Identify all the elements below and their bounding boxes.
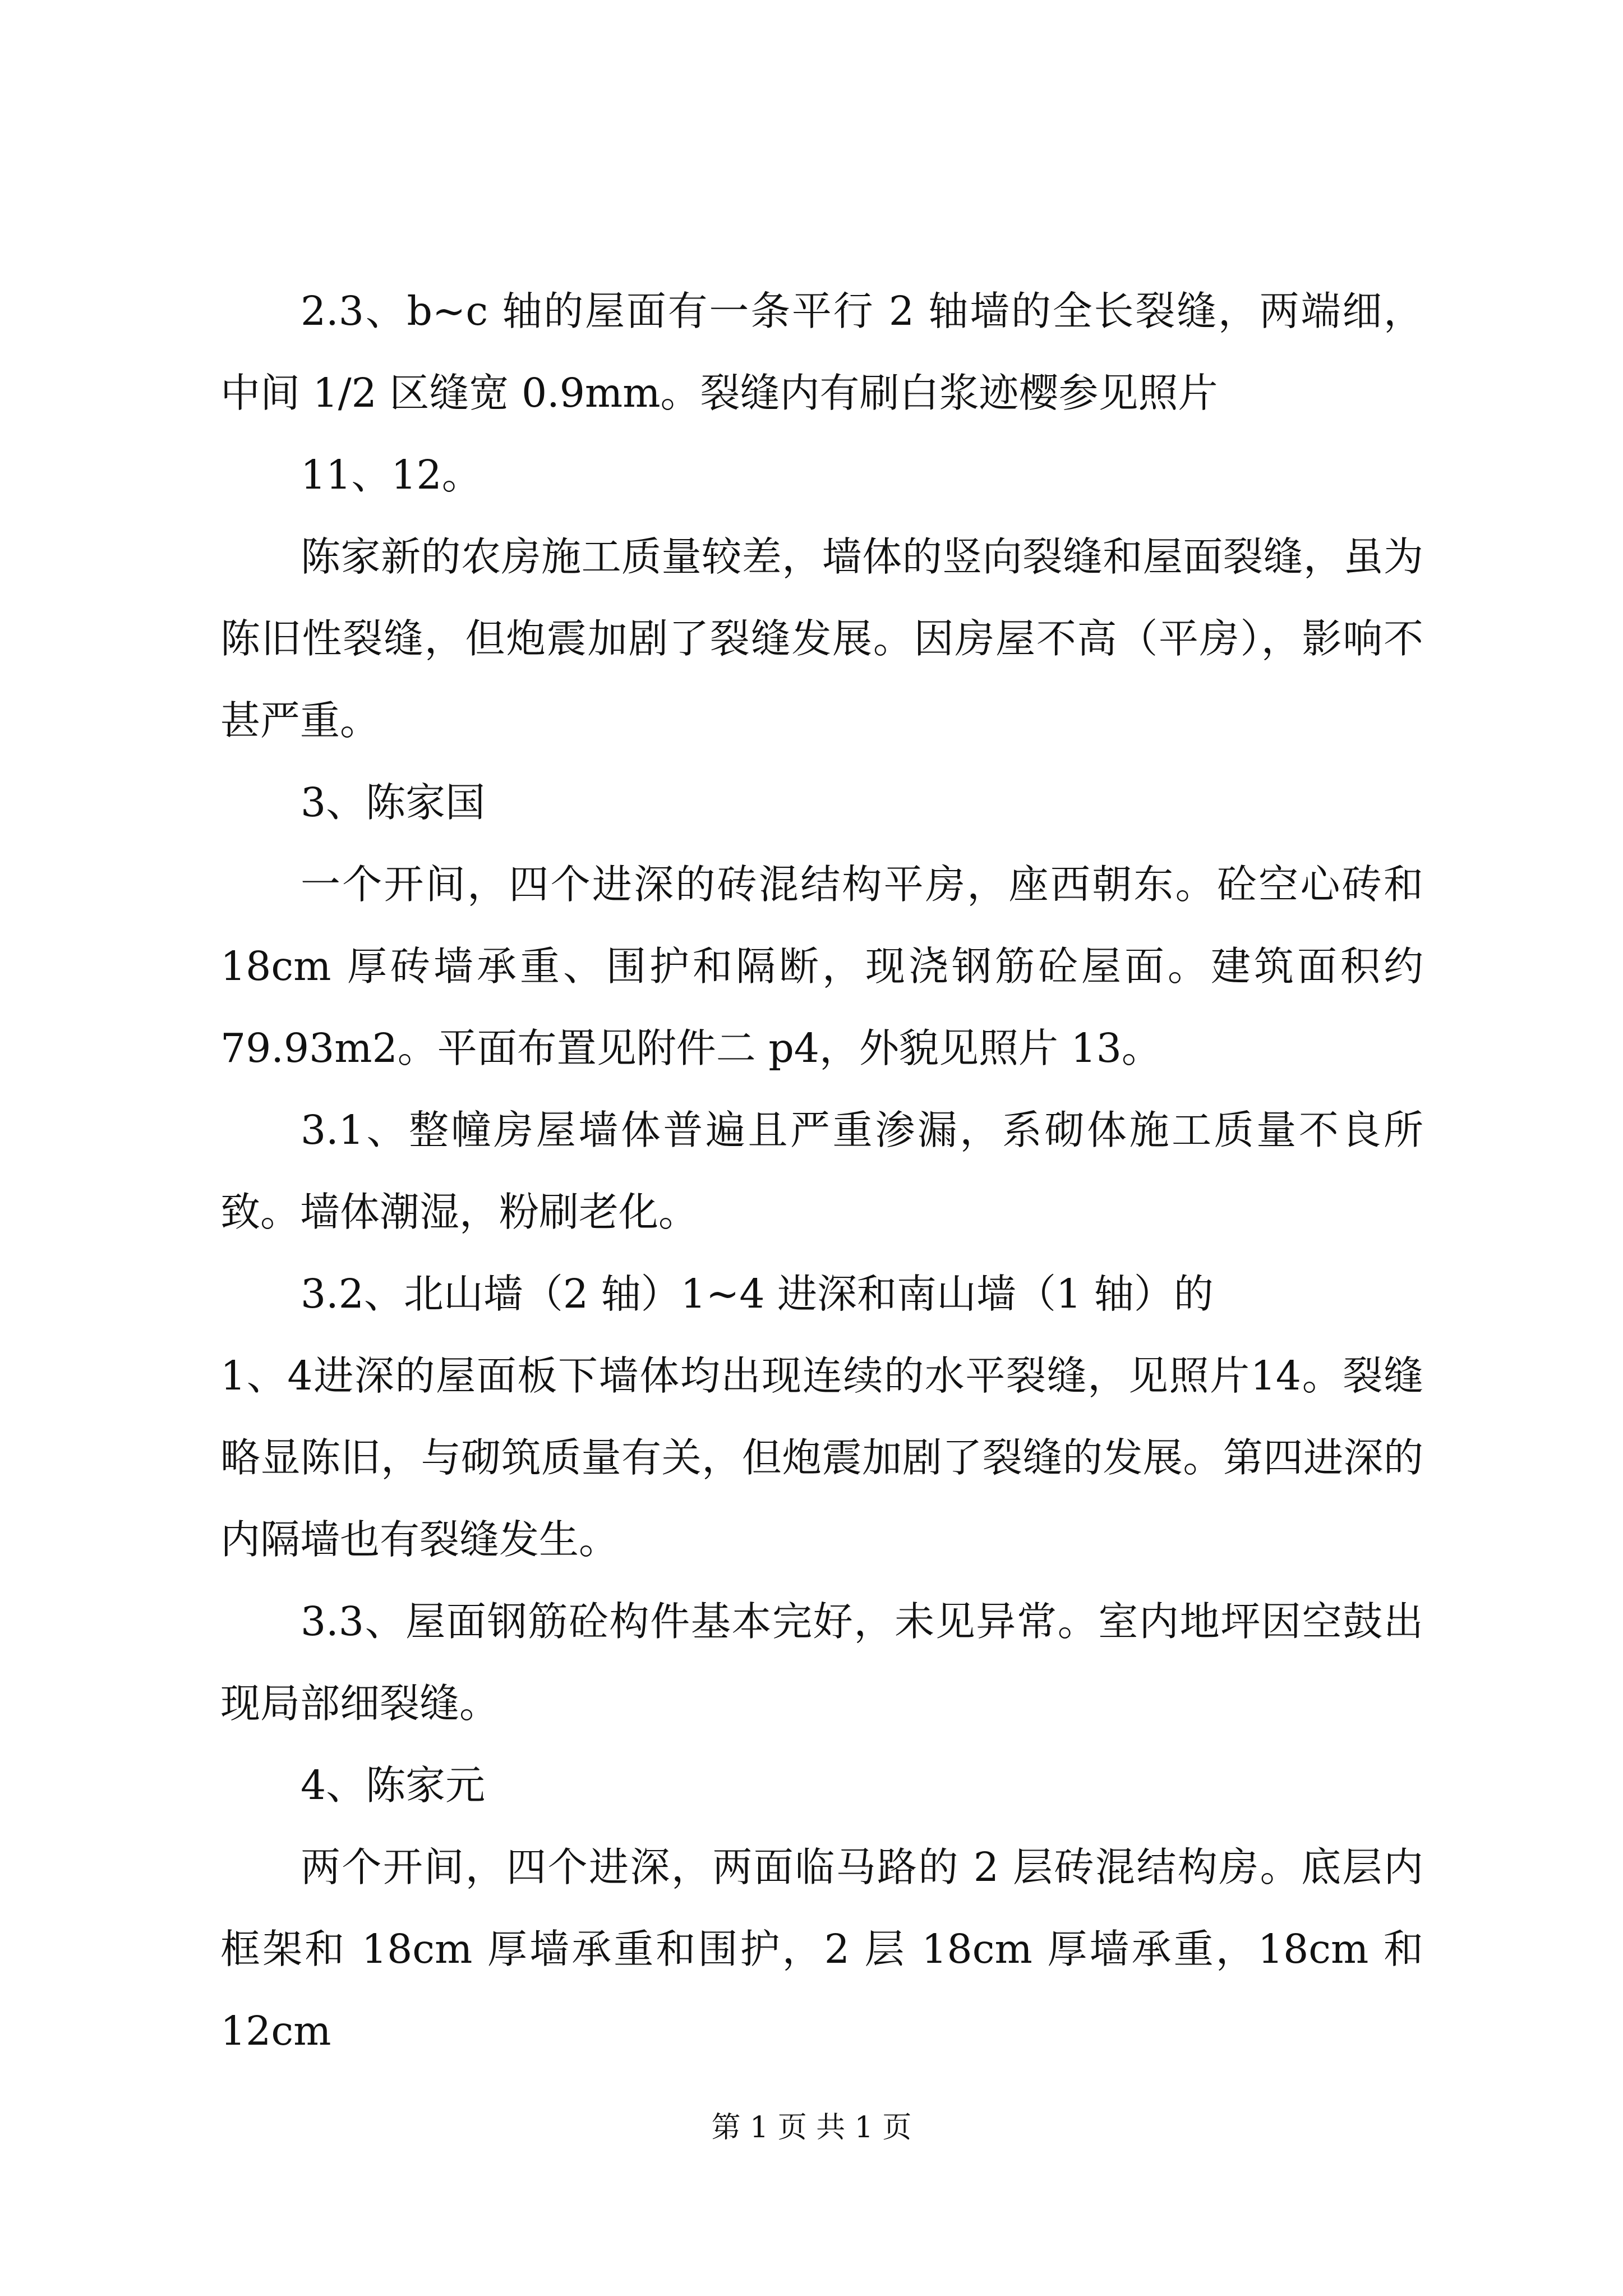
page-footer: 第 1 页 共 1 页 bbox=[711, 2111, 912, 2145]
paragraph-chen-jiaguo-description: 一个开间，四个进深的砖混结构平房，座西朝东。砼空心砖和 18cm 厚砖墙承重、围护和隔断，现浇钢筋砼屋面。建筑面积约 79.93m2。平面布置见附件二 p4，外貌见照片 13。 bbox=[220, 861, 1423, 1071]
document-body bbox=[220, 270, 1423, 2072]
paragraph-3-2-continued: 1、4进深的屋面板下墙体均出现连续的水平裂缝，见照片14。裂缝略显陈旧，与砌筑质量有关，但炮震加剧了裂缝的发展。第四进深的内隔墙也有裂缝发生。 bbox=[220, 1352, 1423, 1563]
paragraph-chen-jiayuan-description: 两个开间，四个进深，两面临马路的 2 层砖混结构房。底层内框架和 18cm 厚墙承重和围护，2 层 18cm 厚墙承重，18cm 和 12cm bbox=[220, 1844, 1423, 2054]
paragraph-2-3: 2.3、b~c 轴的屋面有一条平行 2 轴墙的全长裂缝，两端细，中间 1/2 区缝宽 0.9mm。裂缝内有刷白浆迹樱参见照片 bbox=[220, 288, 1423, 416]
paragraph-3-2: 3.2、北山墙（2 轴）1~4 进深和南山墙（1 轴）的 bbox=[301, 1271, 1214, 1317]
paragraph-photo-ref: 11、12。 bbox=[301, 452, 482, 498]
section-heading-chen-jiayuan: 4、陈家元 bbox=[301, 1762, 486, 1809]
paragraph-chen-jiaxin-summary: 陈家新的农房施工质量较差，墙体的竖向裂缝和屋面裂缝，虽为陈旧性裂缝，但炮震加剧了裂缝发展。因房屋不高（平房），影响不甚严重。 bbox=[220, 533, 1423, 744]
paragraph-3-1: 3.1、整幢房屋墙体普遍且严重渗漏，系砌体施工质量不良所致。墙体潮湿，粉刷老化。 bbox=[220, 1107, 1423, 1235]
section-heading-chen-jiaguo: 3、陈家国 bbox=[301, 779, 486, 826]
paragraph-3-3: 3.3、屋面钢筋砼构件基本完好，未见异常。室内地坪因空鼓出现局部细裂缝。 bbox=[220, 1598, 1423, 1727]
